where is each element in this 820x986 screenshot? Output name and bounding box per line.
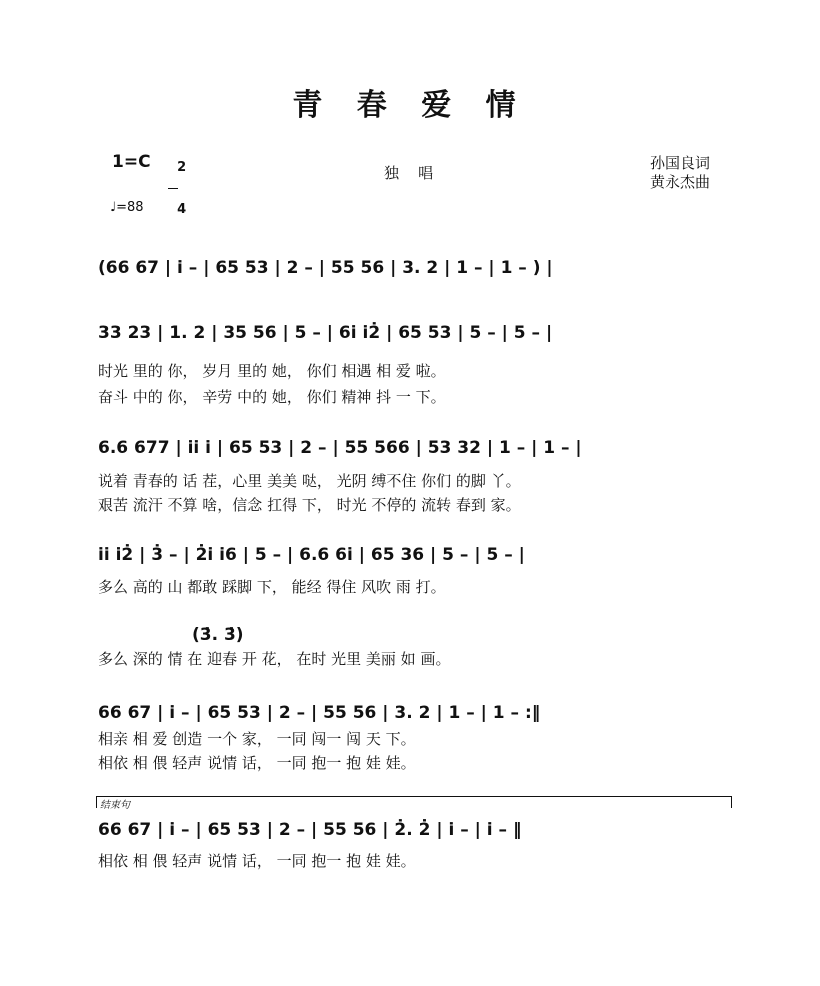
ending-bracket xyxy=(96,796,732,808)
notation-row-4 xyxy=(98,545,738,569)
lyric-line: 艰苦 流汗 不算 啥，信念 扛得 下， 时光 不停的 流转 春到 家。 xyxy=(98,496,521,514)
notation-row-2 xyxy=(98,323,738,347)
tempo-marking: ♩=88 xyxy=(110,200,144,215)
lyricist: 孙国良词 xyxy=(650,154,711,172)
notation-line: 66 67 | i̇ – | 65 53 | 2 – | 55 56 | 2̇. 2̇ | i̇ – | i̇ – ‖ xyxy=(98,820,522,840)
key-signature: 1=C xyxy=(112,152,151,172)
composer: 黄永杰曲 xyxy=(650,173,711,191)
lyric-line: 说着 青春的 话 茬，心里 美美 哒， 光阴 缚不住 你们 的脚 丫。 xyxy=(98,472,521,490)
notation-row-6 xyxy=(98,703,738,727)
performance-type: 独 唱 xyxy=(384,164,434,182)
credits xyxy=(650,154,710,192)
notation-row-7 xyxy=(98,820,738,844)
time-signature xyxy=(168,148,187,217)
lyric-line: 多么 高的 山 都敢 踩脚 下， 能经 得住 风吹 雨 打。 xyxy=(98,578,446,596)
notation-row-3 xyxy=(98,438,738,462)
lyric-line: 相依 相 偎 轻声 说情 话， 一同 抱一 抱 娃 娃。 xyxy=(98,852,416,870)
lyric-line: 奋斗 中的 你， 辛劳 中的 她， 你们 精神 抖 一 下。 xyxy=(98,388,446,406)
notation-line: 66 67 | i̇ – | 65 53 | 2 – | 55 56 | 3. 2 | 1 – | 1 – :‖ xyxy=(98,703,541,723)
ending-label: 结束句 xyxy=(100,800,130,811)
notation-line: 6.6 677 | i̇i̇ i̇ | 65 53 | 2 – | 55 566 | 53 32 | 1 – | 1 – | xyxy=(98,438,582,458)
notation-row-5 xyxy=(192,625,820,649)
time-signature-top: 2 xyxy=(177,160,187,175)
time-signature-bottom: 4 xyxy=(177,202,187,217)
song-title: 青 春 爱 情 xyxy=(292,88,528,123)
lyric-line: 时光 里的 你， 岁月 里的 她， 你们 相遇 相 爱 啦。 xyxy=(98,362,446,380)
notation-line: i̇i̇ i̇2̇ | 3̇ – | 2̇i̇ i̇6 | 5 – | 6.6 6i̇ | 65 36 | 5 – | 5 – | xyxy=(98,545,525,565)
notation-line: 33 23 | 1. 2 | 35 56 | 5 – | 6i̇ i̇2̇ | 65 53 | 5 – | 5 – | xyxy=(98,323,553,343)
lyric-line: 相依 相 偎 轻声 说情 话， 一同 抱一 抱 娃 娃。 xyxy=(98,754,416,772)
notation-line: (66 67 | i̇ – | 65 53 | 2 – | 55 56 | 3. 2 | 1 – | 1 – ) | xyxy=(98,258,553,278)
lyric-line: 多么 深的 情 在 迎春 开 花， 在时 光里 美丽 如 画。 xyxy=(98,650,451,668)
notation-row-1 xyxy=(98,258,738,282)
notation-line: (3̇. 3̇) xyxy=(192,625,244,645)
lyric-line: 相亲 相 爱 创造 一个 家， 一同 闯一 闯 天 下。 xyxy=(98,730,416,748)
